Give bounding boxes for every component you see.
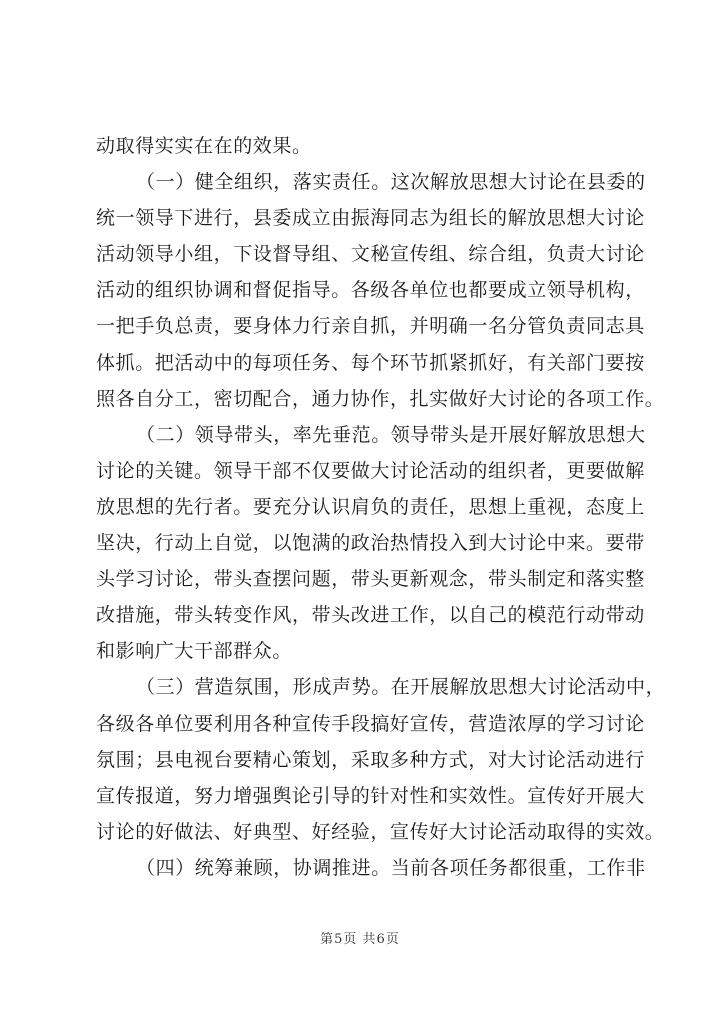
text-line: 统一领导下进行，县委成立由振海同志为组长的解放思想大讨论 [96,207,645,230]
text-line: 体抓。把活动中的每项任务、每个环节抓紧抓好，有关部门要按 [96,351,645,374]
text-line: 和影响广大干部群众。 [96,640,293,663]
text-line: 各级各单位要利用各种宣传手段搞好宣传，营造浓厚的学习讨论 [96,712,645,735]
text-line: 宣传报道，努力增强舆论引导的针对性和实效性。宣传好开展大 [96,784,645,807]
text-line: 活动的组织协调和督促指导。各级各单位也都要成立领导机构， [96,279,645,302]
text-line: 头学习讨论，带头查摆问题，带头更新观念，带头制定和落实整 [96,568,645,591]
text-line: 氛围；县电视台要精心策划，采取多种方式，对大讨论活动进行 [96,748,645,771]
body-text [96,128,666,886]
text-line: 讨论的好做法、好典型、好经验，宣传好大讨论活动取得的实效。 [96,820,665,843]
text-line: 活动领导小组，下设督导组、文秘宣传组、综合组，负责大讨论 [96,243,645,266]
text-line: 放思想的先行者。要充分认识肩负的责任，思想上重视，态度上 [96,495,645,518]
paragraph-4-heading-line: （四）统筹兼顾，协调推进。当前各项任务都很重，工作非 [136,856,646,879]
paragraph-1-heading-line: （一）健全组织，落实责任。这次解放思想大讨论在县委的 [136,171,646,194]
text-line: 改措施，带头转变作风，带头改进工作，以自己的模范行动带动 [96,604,645,627]
text-line: 动取得实实在在的效果。 [96,135,312,157]
paragraph-2-heading-line: （二）领导带头，率先垂范。领导带头是开展好解放思想大 [136,423,646,446]
text-line: 讨论的关键。领导干部不仅要做大讨论活动的组织者，更要做解 [96,459,645,482]
text-line: 坚决，行动上自觉，以饱满的政治热情投入到大讨论中来。要带 [96,532,645,555]
paragraph-3-heading-line: （三）营造氛围，形成声势。在开展解放思想大讨论活动中， [136,676,666,699]
text-line: 照各自分工，密切配合，通力协作，扎实做好大讨论的各项工作。 [96,387,665,410]
text-line: 一把手负总责，要身体力行亲自抓，并明确一名分管负责同志具 [96,315,645,338]
page-footer: 第5页 共6页 [320,932,400,947]
